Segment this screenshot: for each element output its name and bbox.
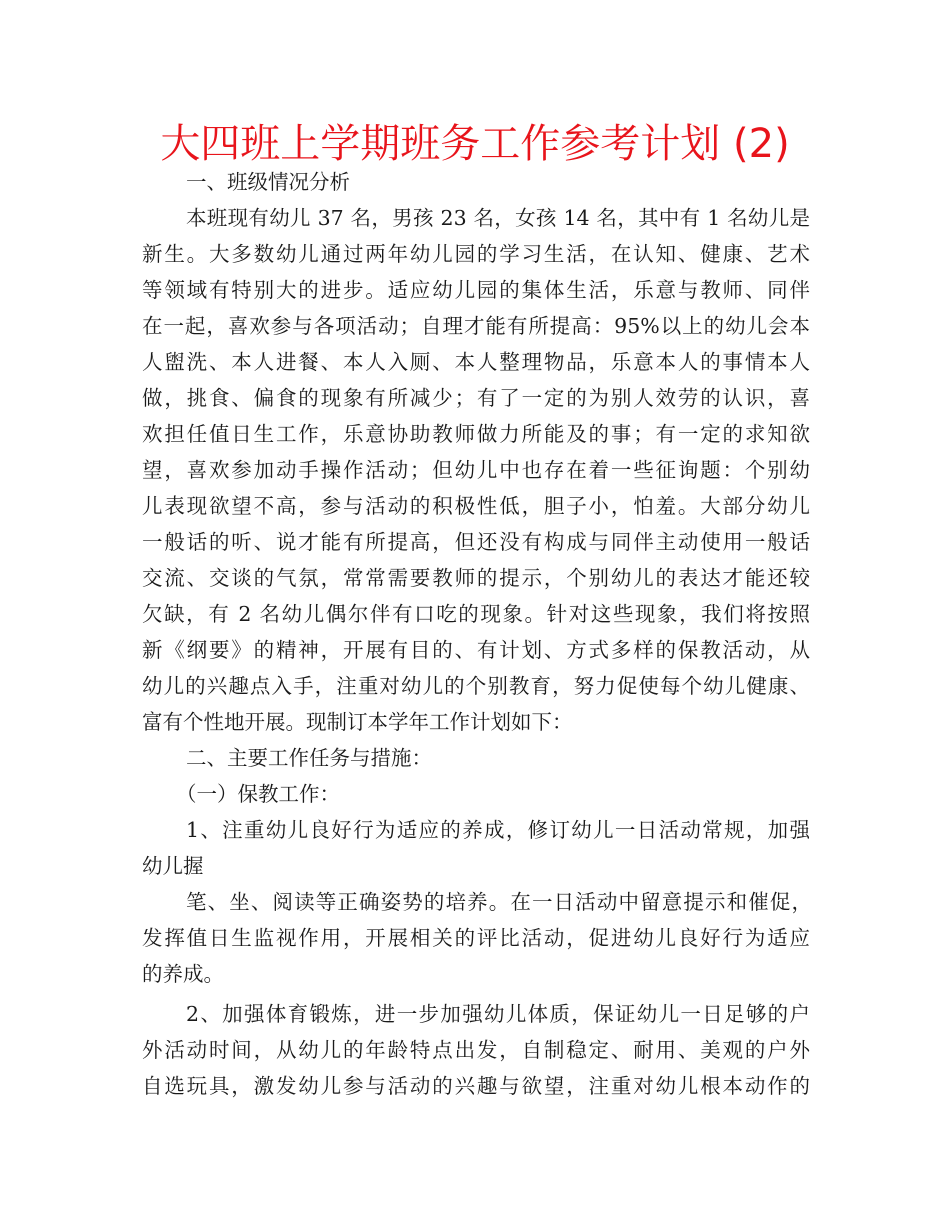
paragraph-line: 幼儿的兴趣点入手，注重对幼儿的个别教育，努力促使每个幼儿健康、 [142,674,810,698]
paragraph-line: 2、加强体育锻炼，进一步加强幼儿体质，保证幼儿一日足够的户 [186,1002,810,1026]
document-body [142,164,810,1104]
paragraph-line: 自选玩具，激发幼儿参与活动的兴趣与欲望，注重对幼儿根本动作的 [142,1074,810,1098]
paragraph-line: 新生。大多数幼儿通过两年幼儿园的学习生活，在认知、健康、艺术 [142,242,810,266]
paragraph-line: 外活动时间，从幼儿的年龄特点出发，自制稳定、耐用、美观的户外 [142,1038,810,1062]
paragraph-line: 人盥洗、本人进餐、本人入厕、本人整理物品，乐意本人的事情本人 [142,350,810,374]
paragraph-line: 欢担任值日生工作，乐意协助教师做力所能及的事；有一定的求知欲 [142,422,810,446]
paragraph-line: 交流、交谈的气氛，常常需要教师的提示，个别幼儿的表达才能还较 [142,566,810,590]
paragraph-line: 一般话的听、说才能有所提高，但还没有构成与同伴主动使用一般话 [142,530,810,554]
paragraph-line: 等领域有特别大的进步。适应幼儿园的集体生活，乐意与教师、同伴 [142,278,810,302]
subsection-heading: （一）保教工作： [176,782,340,806]
paragraph-line: 的养成。 [142,962,224,986]
paragraph-line: 在一起，喜欢参与各项活动；自理才能有所提高：95%以上的幼儿会本 [142,314,810,338]
paragraph-line: 本班现有幼儿 37 名，男孩 23 名，女孩 14 名，其中有 1 名幼儿是 [186,206,810,230]
paragraph-line: 欠缺，有 2 名幼儿偶尔伴有口吃的现象。针对这些现象，我们将按照 [142,602,810,626]
paragraph-line: 笔、坐、阅读等正确姿势的培养。在一日活动中留意提示和催促， [186,890,812,914]
paragraph-line: 新《纲要》的精神，开展有目的、有计划、方式多样的保教活动，从 [142,638,810,662]
paragraph-line: 望，喜欢参加动手操作活动；但幼儿中也存在着一些征询题：个别幼 [142,458,810,482]
paragraph-line: 发挥值日生监视作用，开展相关的评比活动，促进幼儿良好行为适应 [142,926,810,950]
document-title: 大四班上学期班务工作参考计划 (2) [160,121,790,167]
paragraph-line: 幼儿握 [142,854,204,878]
section-heading-2: 二、主要工作任务与措施： [186,746,432,770]
paragraph-line: 1、注重幼儿良好行为适应的养成，修订幼儿一日活动常规，加强 [186,818,810,842]
paragraph-line: 儿表现欲望不高，参与活动的积极性低，胆子小，怕羞。大部分幼儿 [142,494,810,518]
paragraph-line: 做，挑食、偏食的现象有所减少；有了一定的为别人效劳的认识，喜 [142,386,810,410]
section-heading-1: 一、班级情况分析 [186,170,350,194]
paragraph-line: 富有个性地开展。现制订本学年工作计划如下： [142,710,573,734]
